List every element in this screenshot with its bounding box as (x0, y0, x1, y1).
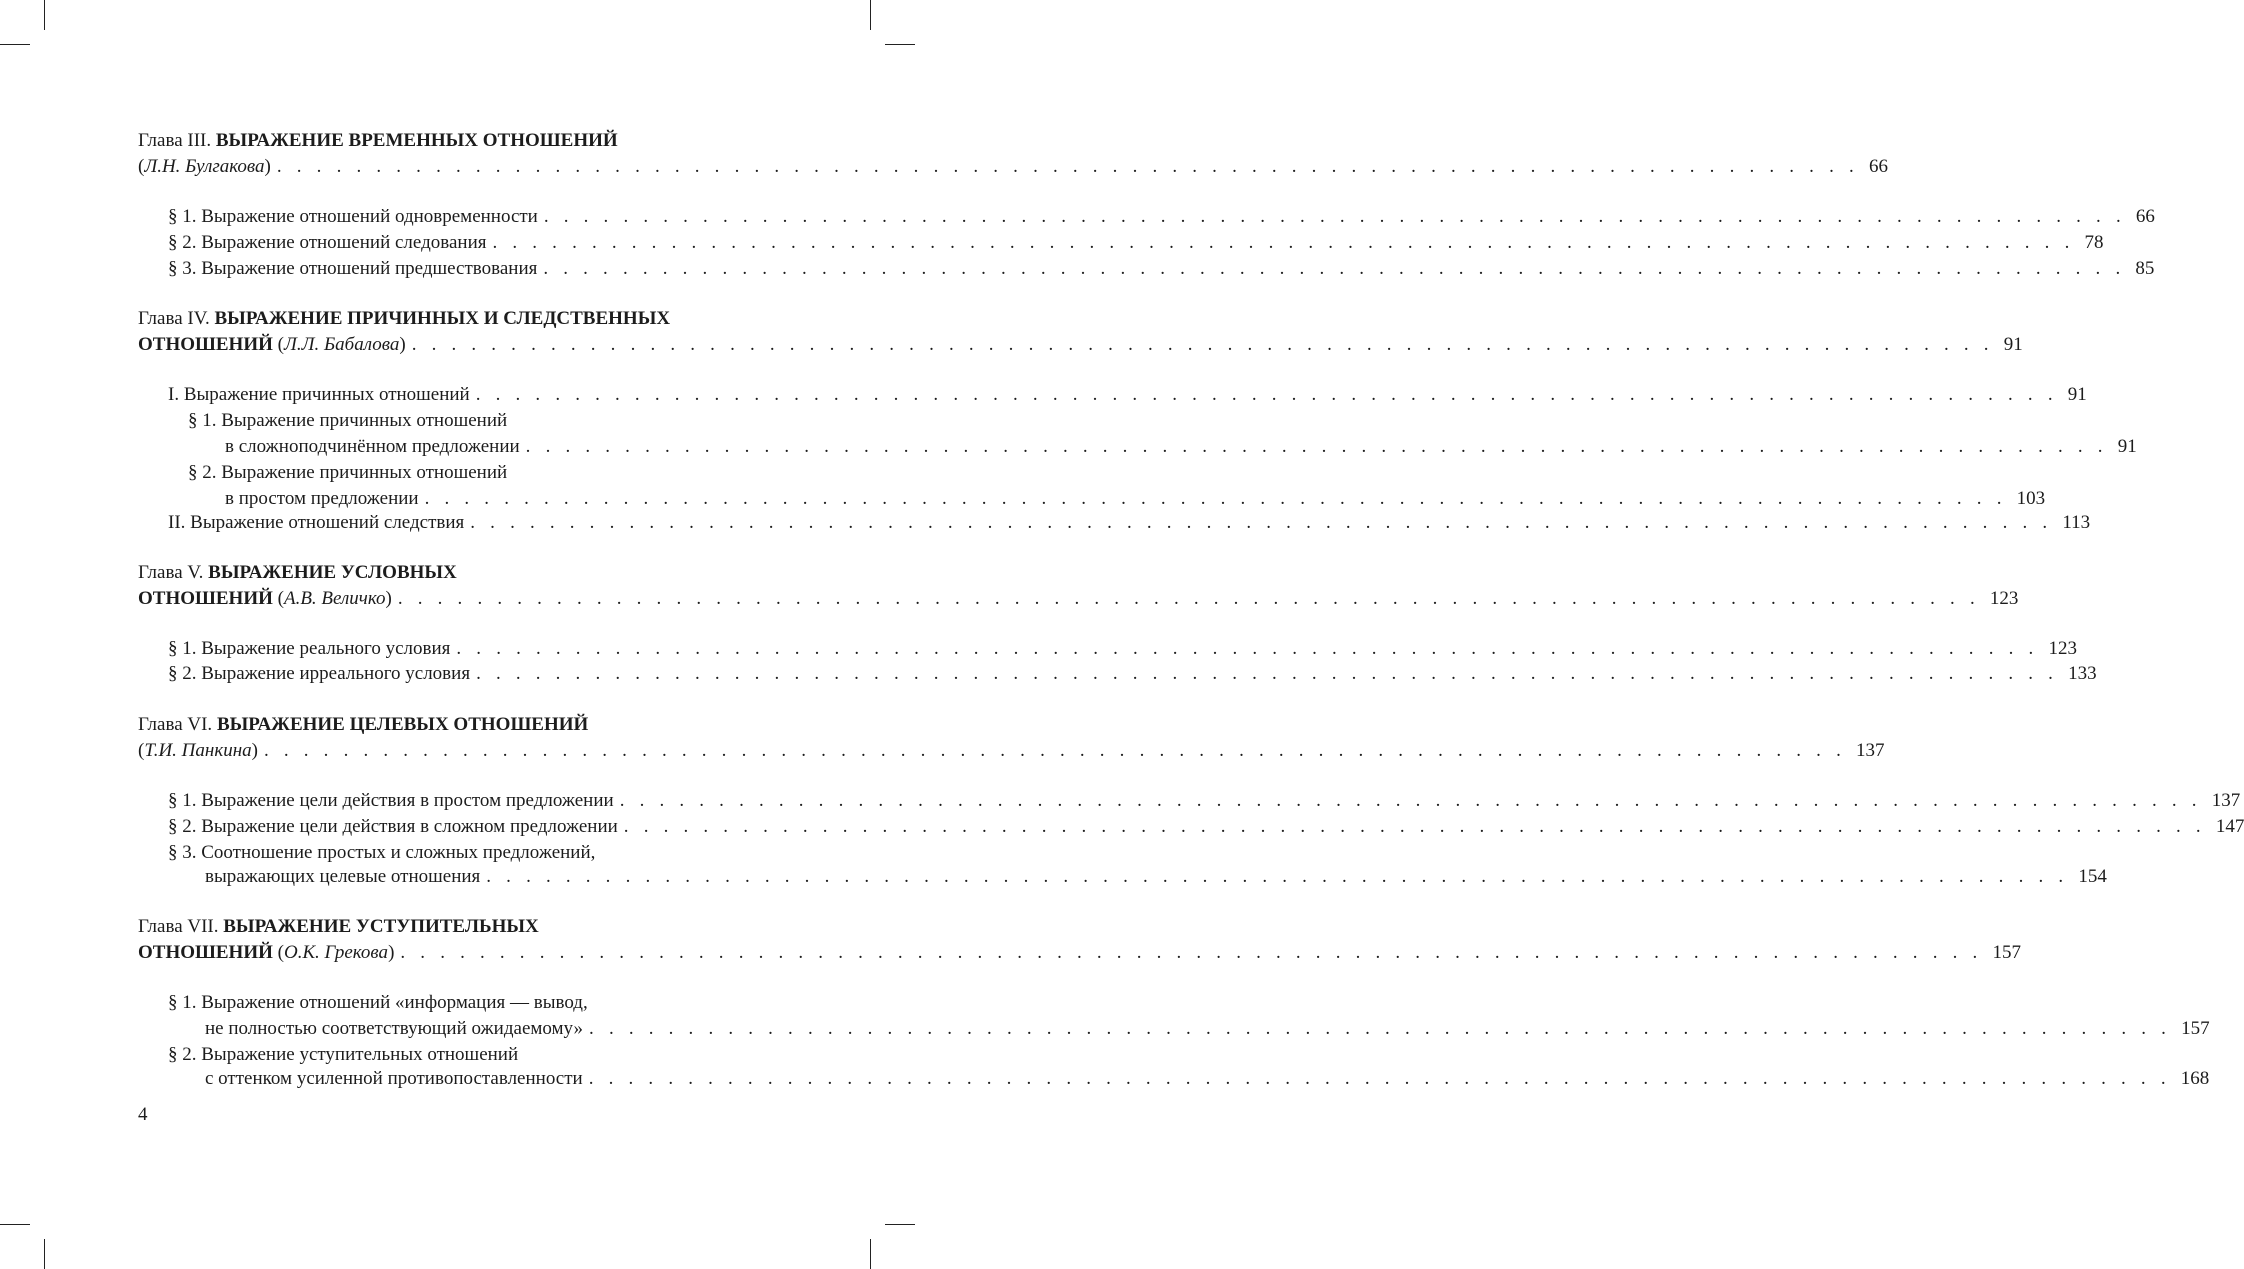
toc-prefix: § 2. Выражение отношений следования (168, 232, 487, 253)
toc-page-number: 78 (2084, 232, 2104, 253)
toc-entry-ch5-author (138, 586, 2019, 612)
toc-page-number: 103 (2016, 488, 2046, 509)
toc-entry-ch4-p1-s1b (225, 434, 2137, 460)
toc-entry-text (205, 1066, 583, 1092)
toc-bold: ОТНОШЕНИЙ (138, 942, 273, 963)
toc-entry-ch3-s2 (168, 230, 2104, 256)
toc-page-number: 137 (1856, 740, 1885, 761)
dot-leader: . . . . . . . . . . . . . . . . . . . . . . . . . . . . . . . . . . . . . . . . . . . . . . . . . . . . . . . . . . . . . . . . . . . . . . . . . . . . . . . . (619, 790, 2202, 811)
toc-entry-ch3-title (138, 128, 786, 154)
toc-entry-ch7-s2b (205, 1066, 2210, 1092)
toc-entry-text (168, 230, 486, 256)
toc-prefix: II. Выражение отношений следствия (168, 512, 465, 533)
toc-entry-text (138, 130, 618, 151)
toc-page-number: 123 (2048, 638, 2077, 659)
toc-suffix: ) (399, 334, 406, 355)
toc-page-number: 66 (1868, 156, 1888, 177)
toc-entry-text (138, 154, 271, 180)
toc-entry-text (168, 1044, 518, 1065)
toc-prefix: в простом предложении (225, 488, 419, 509)
toc-prefix: ( (138, 740, 145, 761)
dot-leader: . . . . . . . . . . . . . . . . . . . . . . . . . . . . . . . . . . . . . . . . . . . . . . . . . . . . . . . . . . . . . . . . . . . . . . . . . . . . . . . . (543, 258, 2126, 279)
toc-entry-text (168, 382, 470, 408)
toc-entry-ch3-s1 (168, 204, 2155, 230)
toc-prefix: Глава VI. (138, 714, 217, 735)
dot-leader: . . . . . . . . . . . . . . . . . . . . . . . . . . . . . . . . . . . . . . . . . . . . . . . . . . . . . . . . . . . . . . . . . . . . . . . . . . . . . . . . (492, 232, 2075, 253)
toc-entry-text (168, 992, 588, 1013)
toc-entry-text (138, 586, 392, 612)
toc-prefix: Глава V. (138, 562, 209, 583)
toc-entry-ch7-s2a (168, 1042, 786, 1068)
toc-entry-text (188, 462, 507, 483)
crop-mark (0, 1224, 30, 1225)
dot-leader: . . . . . . . . . . . . . . . . . . . . . . . . . . . . . . . . . . . . . . . . . . . . . . . . . . . . . . . . . . . . . . . . . . . . . . . . . . . . . . . . (475, 384, 2058, 405)
dot-leader: . . . . . . . . . . . . . . . . . . . . . . . . . . . . . . . . . . . . . . . . . . . . . . . . . . . . . . . . . . . . . . . . . . . . . . . . . . . . . . . . (424, 488, 2007, 509)
toc-prefix: с оттенком усиленной противопоставленности (205, 1068, 583, 1089)
toc-entry-ch6-s3b (205, 864, 2107, 890)
toc-prefix: § 3. Выражение отношений предшествования (168, 258, 538, 279)
dot-leader: . . . . . . . . . . . . . . . . . . . . . . . . . . . . . . . . . . . . . . . . . . . . . . . . . . . . . . . . . . . . . . . . . . . . . . . . . . . . . . . . (476, 663, 2059, 684)
toc-entry-text (138, 308, 670, 329)
toc-page-number: 147 (2215, 816, 2244, 837)
toc-prefix: § 2. Выражение ирреального условия (168, 663, 471, 684)
toc-entry-text (138, 940, 394, 966)
toc-entry-ch3-s3 (168, 256, 2155, 282)
toc-suffix: ) (388, 942, 395, 963)
toc-prefix: § 2. Выражение цели действия в сложном предложении (168, 816, 618, 837)
toc-entry-text (168, 842, 595, 863)
dot-leader: . . . . . . . . . . . . . . . . . . . . . . . . . . . . . . . . . . . . . . . . . . . . . . . . . . . . . . . . . . . . . . . . . . . . . . . . . . . . . . . . (400, 942, 1983, 963)
toc-page-number: 85 (2135, 258, 2155, 279)
toc-bold: ВЫРАЖЕНИЕ УСТУПИТЕЛЬНЫХ (223, 916, 539, 937)
toc-entry-text (168, 204, 538, 230)
toc-entry-ch7-title (138, 914, 786, 940)
toc-suffix: ) (385, 588, 392, 609)
toc-prefix: I. Выражение причинных отношений (168, 384, 470, 405)
toc-author: Т.И. Панкина (144, 740, 252, 761)
dot-leader: . . . . . . . . . . . . . . . . . . . . . . . . . . . . . . . . . . . . . . . . . . . . . . . . . . . . . . . . . . . . . . . . . . . . . . . . . . . . . . . . (470, 512, 2053, 533)
toc-text: ( (272, 942, 284, 963)
dot-leader: . . . . . . . . . . . . . . . . . . . . . . . . . . . . . . . . . . . . . . . . . . . . . . . . . . . . . . . . . . . . . . . . . . . . . . . . . . . . . . . . (411, 334, 1994, 355)
page-number: 4 (138, 1104, 148, 1125)
toc-bold: ВЫРАЖЕНИЕ ЦЕЛЕВЫХ ОТНОШЕНИЙ (216, 714, 589, 735)
dot-leader: . . . . . . . . . . . . . . . . . . . . . . . . . . . . . . . . . . . . . . . . . . . . . . . . . . . . . . . . . . . . . . . . . . . . . . . . . . . . . . . . (543, 206, 2126, 227)
crop-mark (885, 44, 915, 45)
toc-prefix: Глава VII. (138, 916, 224, 937)
toc-entry-ch7-author (138, 940, 2021, 966)
toc-entry-ch5-title (138, 560, 786, 586)
toc-prefix: ( (138, 156, 145, 177)
crop-mark (0, 44, 30, 45)
dot-leader: . . . . . . . . . . . . . . . . . . . . . . . . . . . . . . . . . . . . . . . . . . . . . . . . . . . . . . . . . . . . . . . . . . . . . . . . . . . . . . . . (588, 1068, 2171, 1089)
toc-author: Л.Н. Булгакова (144, 156, 265, 177)
toc-entry-ch4-p2 (168, 510, 2091, 536)
toc-entry-text (168, 814, 618, 840)
toc-bold: ОТНОШЕНИЙ (138, 334, 273, 355)
toc-page-number: 113 (2062, 512, 2091, 533)
toc-entry-ch4-title (138, 306, 786, 332)
toc-author: А.В. Величко (283, 588, 386, 609)
crop-mark (44, 0, 45, 30)
dot-leader: . . . . . . . . . . . . . . . . . . . . . . . . . . . . . . . . . . . . . . . . . . . . . . . . . . . . . . . . . . . . . . . . . . . . . . . . . . . . . . . . (589, 1018, 2172, 1039)
toc-prefix: Глава III. (138, 130, 216, 151)
dot-leader: . . . . . . . . . . . . . . . . . . . . . . . . . . . . . . . . . . . . . . . . . . . . . . . . . . . . . . . . . . . . . . . . . . . . . . . . . . . . . . . . (525, 436, 2108, 457)
toc-entry-ch7-s1b (205, 1016, 2210, 1042)
dot-leader: . . . . . . . . . . . . . . . . . . . . . . . . . . . . . . . . . . . . . . . . . . . . . . . . . . . . . . . . . . . . . . . . . . . . . . . . . . . . . . . . (276, 156, 1859, 177)
toc-page-number: 157 (2181, 1018, 2210, 1039)
toc-entry-text (225, 434, 520, 460)
crop-mark (870, 0, 871, 30)
toc-page-number: 168 (2180, 1068, 2210, 1089)
dot-leader: . . . . . . . . . . . . . . . . . . . . . . . . . . . . . . . . . . . . . . . . . . . . . . . . . . . . . . . . . . . . . . . . . . . . . . . . . . . . . . . . (263, 740, 1847, 761)
toc-page-number: 137 (2211, 790, 2241, 811)
toc-entry-text (205, 864, 480, 890)
toc-entry-text (205, 1016, 583, 1042)
toc-entry-ch5-s2 (168, 661, 2097, 687)
toc-page-number: 133 (2068, 663, 2097, 684)
toc-bold: ВЫРАЖЕНИЕ УСЛОВНЫХ (208, 562, 457, 583)
toc-bold: ВЫРАЖЕНИЕ ПРИЧИННЫХ И СЛЕДСТВЕННЫХ (214, 308, 671, 329)
dot-leader: . . . . . . . . . . . . . . . . . . . . . . . . . . . . . . . . . . . . . . . . . . . . . . . . . . . . . . . . . . . . . . . . . . . . . . . . . . . . . . . . (486, 866, 2069, 887)
toc-bold: ВЫРАЖЕНИЕ ВРЕМЕННЫХ ОТНОШЕНИЙ (215, 130, 618, 151)
toc-entry-text (168, 510, 464, 536)
toc-entry-ch6-title (138, 712, 786, 738)
toc-entry-ch4-p1 (168, 382, 2087, 408)
toc-entry-text (138, 562, 457, 583)
toc-entry-text (188, 410, 507, 431)
crop-mark (885, 1224, 915, 1225)
toc-entry-text (168, 661, 470, 687)
toc-entry-text (225, 486, 419, 512)
toc-prefix: § 2. Выражение причинных отношений (188, 462, 508, 483)
toc-entry-text (138, 738, 258, 764)
toc-prefix: Глава IV. (138, 308, 215, 329)
toc-text: ( (272, 588, 284, 609)
toc-entry-ch4-p1-s1a (188, 408, 786, 434)
toc-prefix: выражающих целевые отношения (205, 866, 481, 887)
toc-entry-ch4-p1-s2a (188, 460, 786, 486)
toc-page-number: 91 (2117, 436, 2137, 457)
toc-entry-ch6-author (138, 738, 1885, 764)
toc-entry-ch6-s3a (168, 840, 786, 866)
toc-entry-ch5-s1 (168, 636, 2077, 662)
toc-page-number: 123 (1989, 588, 2019, 609)
toc-page-number: 91 (2067, 384, 2087, 405)
toc-prefix: § 1. Выражение отношений «информация — вывод, (168, 992, 588, 1013)
toc-prefix: § 3. Соотношение простых и сложных предложений, (168, 842, 596, 863)
toc-author: О.К. Грекова (283, 942, 389, 963)
crop-mark (870, 1239, 871, 1269)
dot-leader: . . . . . . . . . . . . . . . . . . . . . . . . . . . . . . . . . . . . . . . . . . . . . . . . . . . . . . . . . . . . . . . . . . . . . . . . . . . . . . . . (456, 638, 2039, 659)
toc-entry-text (138, 332, 406, 358)
dot-leader: . . . . . . . . . . . . . . . . . . . . . . . . . . . . . . . . . . . . . . . . . . . . . . . . . . . . . . . . . . . . . . . . . . . . . . . . . . . . . . . . (397, 588, 1980, 609)
crop-mark (44, 1239, 45, 1269)
toc-page-number: 66 (2135, 206, 2155, 227)
toc-entry-text (168, 636, 450, 662)
toc-suffix: ) (251, 740, 258, 761)
toc-suffix: ) (264, 156, 271, 177)
toc-entry-ch6-s2 (168, 814, 2244, 840)
toc-entry-text (168, 256, 537, 282)
toc-entry-ch4-author (138, 332, 2023, 358)
toc-author: Л.Л. Бабалова (283, 334, 400, 355)
toc-entry-text (168, 788, 614, 814)
toc-page-number: 157 (1992, 942, 2021, 963)
toc-prefix: § 1. Выражение реального условия (168, 638, 451, 659)
toc-entry-ch7-s1a (168, 990, 786, 1016)
toc-entry-text (138, 714, 588, 735)
toc-page-number: 91 (2003, 334, 2023, 355)
toc-entry-ch6-s1 (168, 788, 2241, 814)
toc-prefix: § 1. Выражение причинных отношений (188, 410, 508, 431)
toc-prefix: § 1. Выражение отношений одновременности (168, 206, 538, 227)
toc-prefix: не полностью соответствующий ожидаемому» (205, 1018, 584, 1039)
toc-prefix: § 2. Выражение уступительных отношений (168, 1044, 519, 1065)
toc-prefix: § 1. Выражение цели действия в простом предложении (168, 790, 614, 811)
toc-entry-text (138, 916, 539, 937)
toc-prefix: в сложноподчинённом предложении (225, 436, 520, 457)
toc-page-number: 154 (2078, 866, 2107, 887)
dot-leader: . . . . . . . . . . . . . . . . . . . . . . . . . . . . . . . . . . . . . . . . . . . . . . . . . . . . . . . . . . . . . . . . . . . . . . . . . . . . . . . . (623, 816, 2206, 837)
toc-entry-ch4-p1-s2b (225, 486, 2046, 512)
toc-bold: ОТНОШЕНИЙ (138, 588, 273, 609)
toc-entry-ch3-author (138, 154, 1888, 180)
toc-text: ( (272, 334, 284, 355)
